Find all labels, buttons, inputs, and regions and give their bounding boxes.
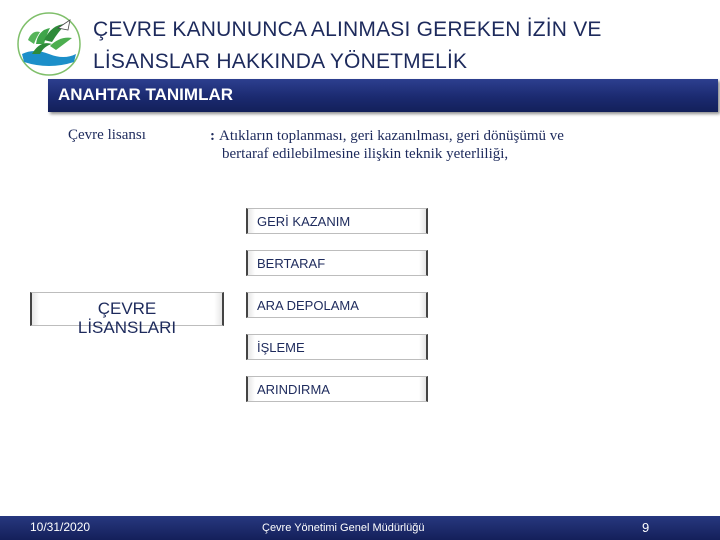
title-line-2: LİSANSLAR HAKKINDA YÖNETMELİK — [93, 50, 468, 73]
footer-date: 10/31/2020 — [30, 520, 91, 534]
item-label: GERİ KAZANIM — [257, 214, 351, 229]
item-box-isleme — [246, 334, 428, 360]
definition-colon: : — [210, 128, 215, 144]
page-title — [93, 14, 713, 78]
footer-page-number: 9 — [642, 520, 650, 535]
item-label: BERTARAF — [257, 256, 326, 271]
section-header-label: ANAHTAR TANIMLAR — [58, 85, 234, 104]
item-box-arindirma — [246, 376, 428, 402]
main-concept-line-2: LİSANSLARI — [77, 318, 177, 337]
ministry-logo-icon — [14, 10, 84, 78]
item-label: ARA DEPOLAMA — [257, 298, 359, 313]
definition-term: Çevre lisansı — [68, 127, 146, 143]
title-line-1: ÇEVRE KANUNUNCA ALINMASI GEREKEN İZİN VE — [93, 18, 602, 41]
section-header — [48, 79, 718, 112]
definition-text — [210, 127, 680, 163]
main-concept-box — [30, 292, 224, 337]
main-concept-line-1: ÇEVRE — [97, 299, 157, 318]
definition-line-2: bertaraf edilebilmesine ilişkin teknik yeterliliği, — [222, 146, 509, 162]
item-box-geri-kazanim — [246, 208, 428, 234]
item-box-ara-depolama — [246, 292, 428, 318]
item-label: ARINDIRMA — [257, 382, 330, 397]
footer-bar — [0, 516, 720, 540]
item-box-bertaraf — [246, 250, 428, 276]
footer-organization: Çevre Yönetimi Genel Müdürlüğü — [262, 522, 425, 534]
item-label: İŞLEME — [257, 340, 305, 355]
definition-line-1: Atıkların toplanması, geri kazanılması, geri dönüşümü ve — [219, 128, 564, 144]
